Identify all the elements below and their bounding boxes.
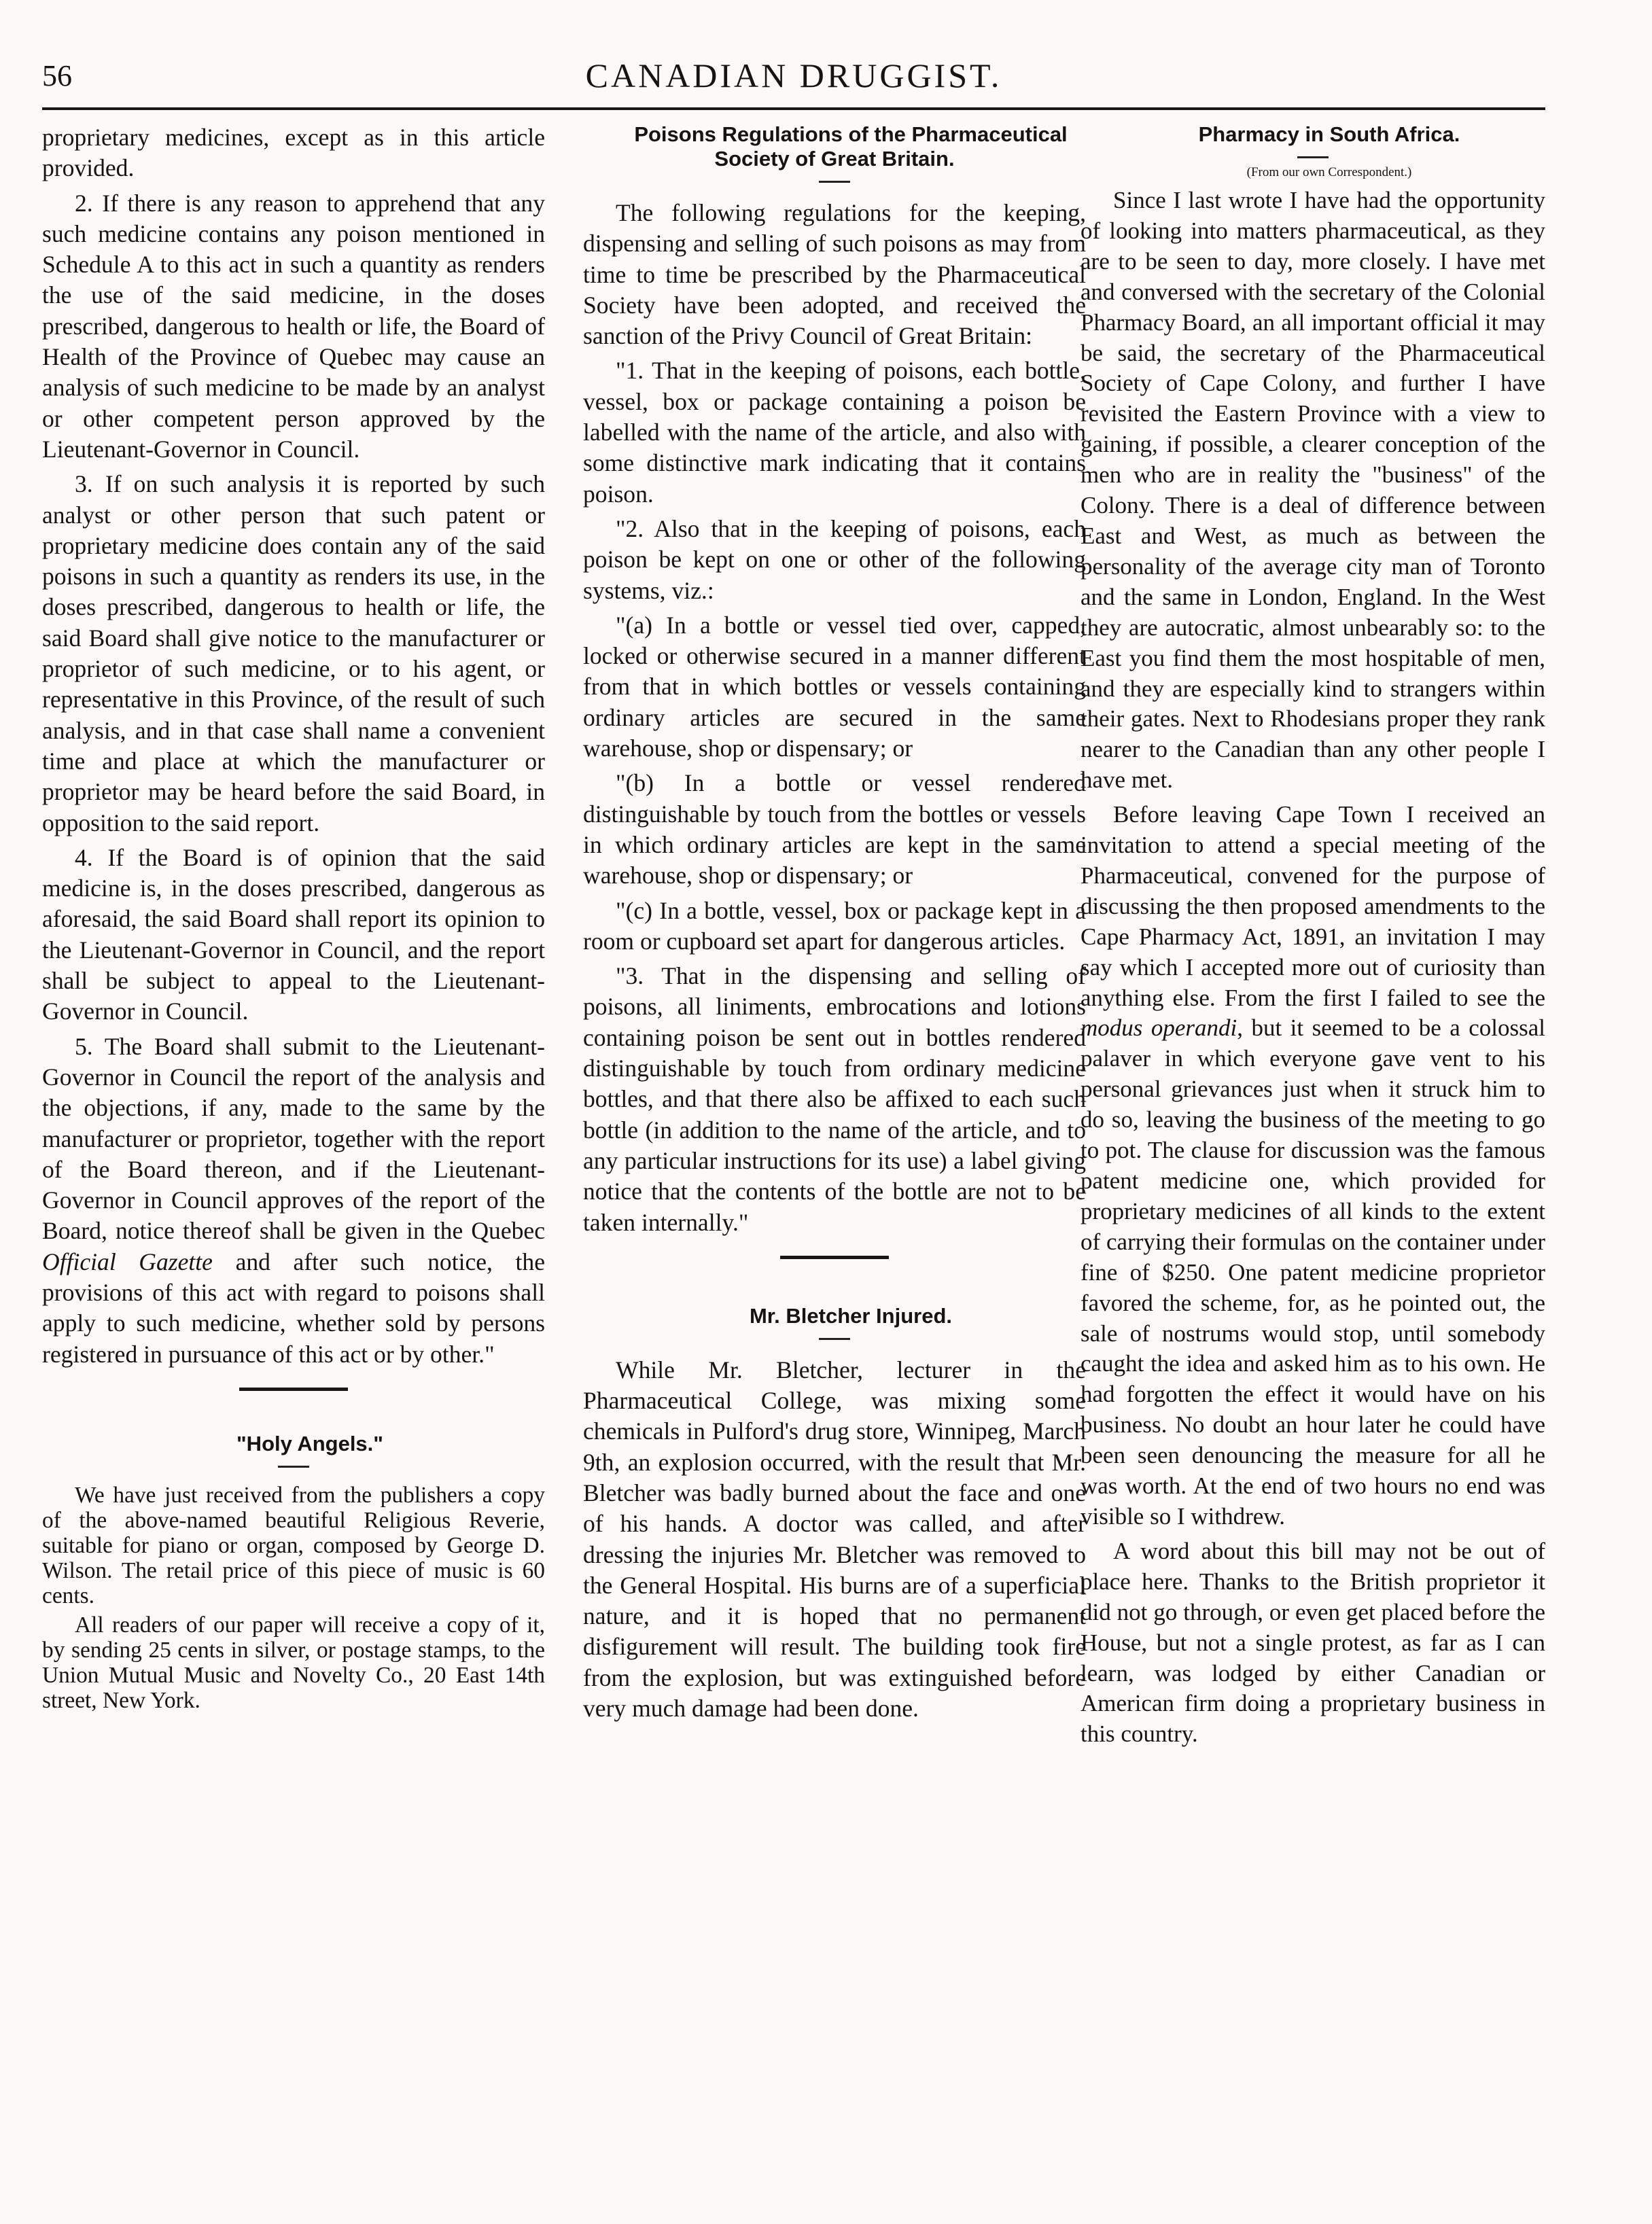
heading-dash: [1297, 156, 1329, 158]
italic-text: modus operandi: [1080, 1014, 1237, 1042]
heading-dash: [819, 1338, 850, 1340]
paragraph: "2. Also that in the keeping of poisons, each poison be kept on one or other of the following systems, viz.:: [583, 514, 1086, 604]
paragraph: A word about this bill may not be out of place here. Thanks to the British proprietor it did not go through, or even get placed before the House, but not a single protest, as far as I can learn, was lodged by either Canadian or American firm doing a proprietary business in this country.: [1080, 1537, 1545, 1748]
paragraph: The following regulations for the keeping, dispensing and selling of such poisons as may from time to time be prescribed by the Pharmaceutical Society have been adopted, and received the sanction of the Privy Council of Great Britain:: [583, 199, 1086, 350]
heading-dash: [278, 1466, 309, 1468]
article-heading: Pharmacy in South Africa.: [1198, 122, 1460, 146]
article-heading: "Holy Angels.": [236, 1431, 383, 1455]
text-run: and after such notice, the provisions of this act with regard to poisons shall apply to such medicine, whether sold by persons registered in pursuance of this act or by other.": [42, 1248, 545, 1368]
article-heading: Poisons Regulations of the Pharmaceutical Society of Great Britain.: [634, 122, 1068, 171]
page-header: [42, 56, 1545, 103]
paragraph: 2. If there is any reason to apprehend that any such medicine contains any poison mentioned in Schedule A to this act in such a quantity as renders the use of the said medicine, in the doses prescribed, dangerous to health or life, the Board of Health of the Province of Quebec may cause an analysis of such medicine to be made by an analyst or other competent person approved by the Lieutenant-Governor in Council.: [42, 189, 545, 463]
publication-title: CANADIAN DRUGGIST.: [585, 56, 1002, 94]
text-run: 5. The Board shall submit to the Lieutenant-Governor in Council the report of the analysis and the objections, if any, made to the same by the manufacturer or proprietor, together with the report of the Board thereon, and if the Lieutenant-Governor in Council approves of the report of the Board, notice thereof shall be given in the Quebec: [42, 1032, 545, 1245]
paragraph: [42, 1031, 545, 1370]
paragraph: Since I last wrote I have had the opportunity of looking into matters pharmaceutical, as they are to be seen to day, more closely. I have met and conversed with the secretary of the Colonial Pharmacy Board, an all important official it may be said, the secretary of the Pharmaceutical Society of Cape Colony, and further I have revisited the Eastern Province with a view to gaining, if possible, a clearer conception of the men who are in reality the "business" of the Colony. There is a deal of difference between East and West, as much as between the personality of the average city man of Toronto and the same in London, England. In the West they are autocratic, almost unbearably so: to the East you find them the most hospitable of men, and they are especially kind to strangers within their gates. Next to Rhodesians proper they rank nearer to the Canadian than any other people I have met.: [1080, 187, 1545, 794]
column-left: [42, 122, 545, 1717]
column-middle: [583, 122, 1086, 1728]
paragraph: All readers of our paper will receive a copy of it, by sending 25 cents in silver, or postage stamps, to the Union Mutual Music and Novelty Co., 20 East 14th street, New York.: [42, 1612, 545, 1713]
article-heading: Mr. Bletcher Injured.: [749, 1303, 952, 1328]
paragraph: "(c) In a bottle, vessel, box or package kept in a room or cupboard set apart for dangerous articles.: [583, 896, 1086, 955]
paragraph: 4. If the Board is of opinion that the said medicine is, in the doses prescribed, dangerous as aforesaid, the said Board shall report its opinion to the Lieutenant-Governor in Council, and the report shall be subject to appeal to the Lieutenant-Governor in Council.: [42, 843, 545, 1025]
paragraph: proprietary medicines, except as in this article provided.: [42, 124, 545, 182]
paragraph: "1. That in the keeping of poisons, each bottle, vessel, box or package containing a poison be labelled with the name of the article, and also with some distinctive mark indicating that it contains poison.: [583, 357, 1086, 508]
article-separator: [780, 1256, 889, 1259]
text-run: Before leaving Cape Town I received an invitation to attend a special meeting of the Pharmaceutical, convened for the purpose of discussing the then proposed amendments to the Cape Pharmacy Act, 1891, an invitation I may say which I accepted more out of curiosity than anything else. From the first I failed to see the: [1080, 801, 1545, 1011]
paragraph: While Mr. Bletcher, lecturer in the Pharmaceutical College, was mixing some chemicals in Pulford's drug store, Winnipeg, March 9th, an explosion occurred, with the result that Mr. Bletcher was badly burned about the face and one of his hands. A doctor was called, and after dressing the injuries Mr. Bletcher was removed to the General Hospital. His burns are of a superficial nature, and it is hoped that no permanent disfigurement will result. The building took fire from the explosion, but was extinguished before very much damage had been done.: [583, 1356, 1086, 1723]
column-right: [1080, 122, 1545, 1754]
header-rule: [42, 107, 1545, 110]
text-run: , but it seemed to be a colossal palaver in which everyone gave vent to his personal grievances just when it struck him to do so, leaving the business of the meeting to go to pot. The clause for discussion was the famous patent medicine one, which provided for proprietary medicines of all kinds to the extent of carrying their formulas on the container under fine of $250. One patent medicine proprietor favored the scheme, for, as he pointed out, the sale of nostrums would stop, until somebody caught the idea and asked him as to his own. He had forgotten the effect it would have on his business. No doubt an hour later he could have been seen denouncing the measure for all he was worth. At the end of two hours no end was visible so I withdrew.: [1080, 1014, 1545, 1530]
italic-text: Official Gazette: [42, 1248, 213, 1275]
paragraph: "(b) In a bottle or vessel rendered distinguishable by touch from the bottles or vessels in which ordinary articles are kept in the same warehouse, shop or dispensary; or: [583, 769, 1086, 889]
heading-dash: [819, 181, 850, 183]
article-separator: [239, 1388, 348, 1391]
paragraph: We have just received from the publishers a copy of the above-named beautiful Religious Reverie, suitable for piano or organ, composed by George D. Wilson. The retail price of this piece of music is 60 cents.: [42, 1482, 545, 1608]
paragraph: 3. If on such analysis it is reported by such analyst or other person that such patent or proprietary medicine does contain any of the said poisons in such a quantity as renders its use, in the doses prescribed, dangerous to health or life, the said Board shall give notice to the manufacturer or proprietor of such medicine, or to his agent, or representative in this Province, of the result of such analysis, and in that case shall name a convenient time and place at which the manufacturer or proprietor may be heard before the said Board, in opposition to the said report.: [42, 470, 545, 836]
page-number: 56: [42, 59, 72, 92]
correspondent-note: (From our own Correspondent.): [1246, 165, 1412, 179]
paragraph: [1080, 800, 1545, 1532]
paragraph: "3. That in the dispensing and selling of poisons, all liniments, embrocations and lotions containing poison be sent out in bottles rendered distinguishable by touch from ordinary medicine bottles, and that there also be affixed to each such bottle (in addition to the name of the article, and to any particular instructions for its use) a label giving notice that the contents of the bottle are not to be taken internally.": [583, 962, 1086, 1236]
paragraph: "(a) In a bottle or vessel tied over, capped, locked or otherwise secured in a manner different from that in which bottles or vessels containing ordinary articles are secured in the same warehouse, shop or dispensary; or: [583, 611, 1086, 762]
